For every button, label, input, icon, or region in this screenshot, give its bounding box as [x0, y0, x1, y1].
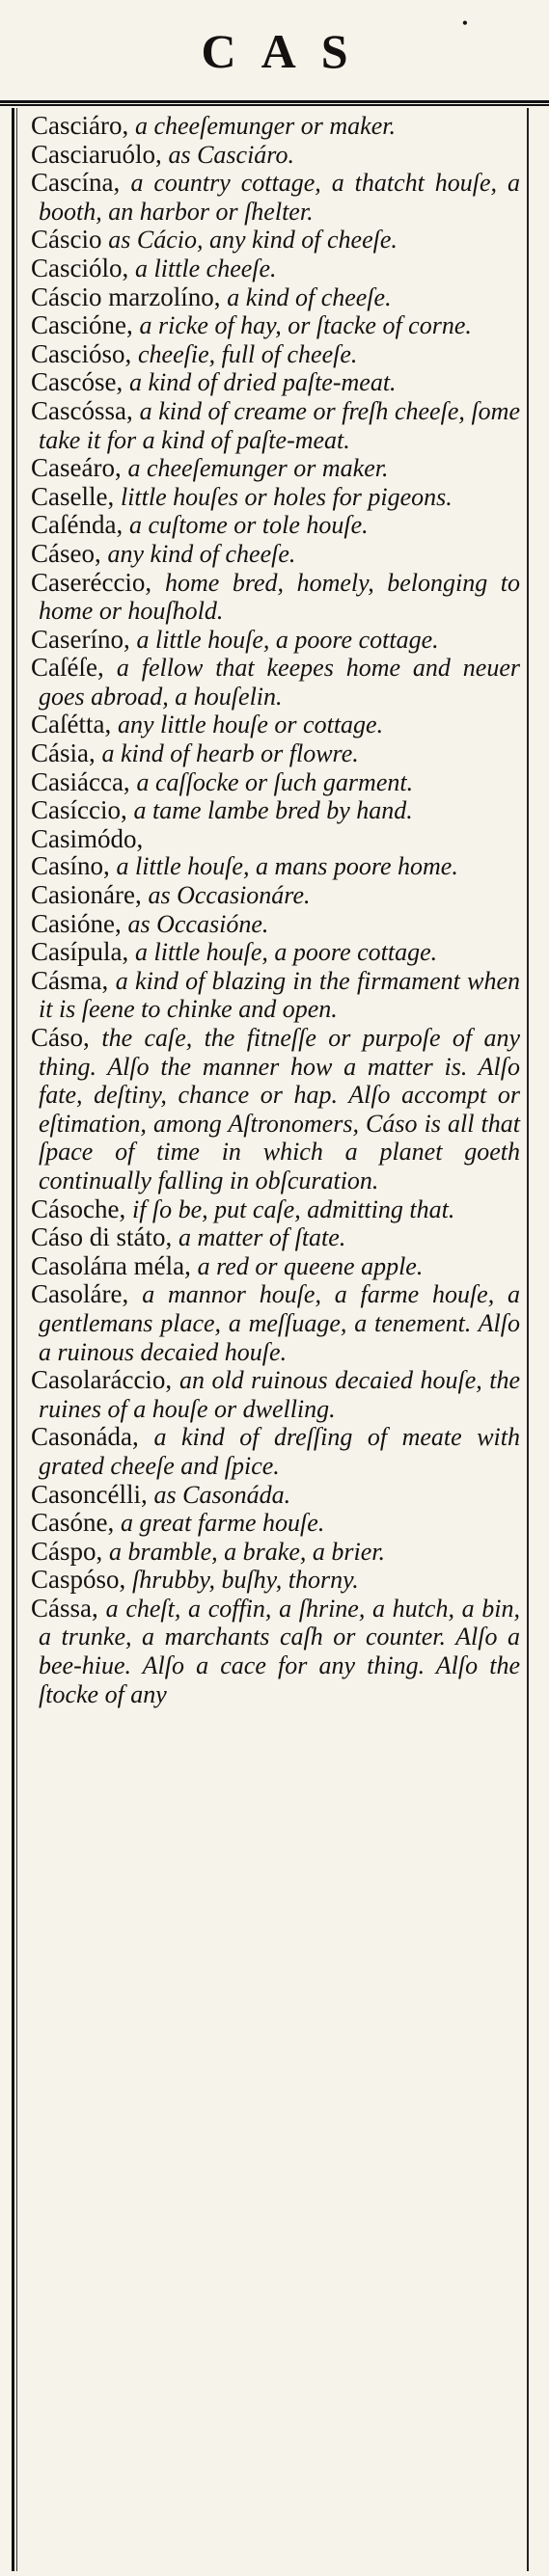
dictionary-entry: [0, 852, 549, 881]
entry-headword: Casolaráccio,: [31, 1365, 173, 1395]
entry-definition: a little houſe, a poore cottage.: [136, 625, 439, 654]
dictionary-entry: [0, 1223, 549, 1252]
dictionary-entry: [0, 739, 549, 768]
entry-headword: Casciólo,: [31, 253, 129, 282]
entry-definition: a cheeſemunger or maker.: [134, 112, 396, 140]
entry-headword: Cáspo,: [31, 1536, 103, 1566]
entry-headword: Caselle,: [31, 481, 115, 511]
dictionary-entry: [0, 1024, 549, 1195]
dictionary-entry: [0, 483, 549, 512]
entry-headword: Cásma,: [31, 965, 109, 995]
dictionary-entry: [0, 169, 549, 226]
entry-definition: any little houſe or cottage.: [117, 711, 384, 739]
dictionary-entry: [0, 711, 549, 739]
dictionary-entry: [0, 569, 549, 626]
entry-headword: Cascóse,: [31, 367, 124, 397]
entry-definition: a tame lambe bred by hand.: [133, 796, 413, 825]
entry-headword: Casóne,: [31, 1508, 115, 1538]
entry-headword: Cáso di státo,: [31, 1222, 173, 1252]
dictionary-entry: [0, 1481, 549, 1510]
entry-headword: Cascóssa,: [31, 395, 133, 425]
entry-definition: ſhrubby, buſhy, thorny.: [132, 1566, 359, 1595]
entry-definition: little houſes or holes for pigeons.: [120, 482, 453, 511]
entry-headword: Cáso,: [31, 1023, 90, 1052]
entry-definition: a mannor houſe, a farme houſe, a gentlemans place, a meſſuage, a tenement. Alſo a ruinous decaied houſe.: [39, 1280, 520, 1366]
entry-definition: a kind of dried paſte-meat.: [128, 368, 397, 397]
dictionary-entry: [0, 938, 549, 967]
entry-headword: Casoncélli,: [31, 1479, 148, 1509]
dictionary-entry: [0, 825, 549, 853]
dictionary-entry: [0, 1595, 549, 1708]
header-rule-thin: [0, 104, 549, 106]
entry-definition: a kind of blazing in the firmament when it is ſeene to chinke and open.: [39, 966, 520, 1024]
dictionary-entry: [0, 311, 549, 340]
page-header-title: CAS: [201, 24, 373, 78]
entry-headword: Casciósо,: [31, 338, 132, 368]
dictionary-entry: [0, 1423, 549, 1480]
entry-headword: Cáscio marzolíno,: [31, 282, 221, 311]
dictionary-entry: [0, 540, 549, 569]
entry-headword: Casonáda,: [31, 1422, 139, 1452]
entry-headword: Casciaruólo,: [31, 139, 162, 169]
dictionary-entry: [0, 1366, 549, 1423]
entry-definition: a little cheeſe.: [135, 254, 277, 282]
dictionary-entry: [0, 397, 549, 454]
entry-definition: a bramble, a brake, a brier.: [109, 1537, 385, 1566]
entry-definition: home bred, homely, belonging to home or houſhold.: [39, 568, 521, 626]
dictionary-entry: [0, 910, 549, 939]
entry-definition: as Occasionáre.: [148, 881, 311, 910]
dictionary-entry: [0, 283, 549, 312]
entry-definition: a cuſtome or tole houſe.: [128, 511, 369, 540]
dictionary-entry: [0, 626, 549, 655]
entry-definition: a kind of hearb or flowre.: [101, 739, 359, 768]
dictionary-entry: [0, 1509, 549, 1538]
entry-headword: Casíno,: [31, 851, 110, 881]
entry-headword: Casióne,: [31, 908, 122, 938]
entry-headword: Cásia,: [31, 738, 96, 768]
dictionary-entry: [0, 1252, 549, 1281]
header-dot: •: [461, 13, 468, 33]
entry-definition: a great farme houſe.: [120, 1509, 325, 1538]
dictionary-entry: [0, 967, 549, 1024]
entry-headword: Cáseo,: [31, 538, 101, 568]
dictionary-entry: [0, 226, 549, 255]
dictionary-entry: [0, 768, 549, 797]
entry-headword: Cássa,: [31, 1593, 98, 1623]
entry-definition: a little houſe, a mans poore home.: [116, 852, 458, 881]
dictionary-entry: [0, 1280, 549, 1366]
entry-definition: a kind of creame or freſh cheeſe, ſome take it for a kind of paſte-meat.: [39, 396, 520, 454]
dictionary-entry: [0, 255, 549, 283]
dictionary-entry: [0, 654, 549, 711]
dictionary-entry: [0, 1538, 549, 1567]
entry-definition: if ſo be, put caſe, admitting that.: [131, 1194, 455, 1223]
entry-definition: as Occasióne.: [127, 909, 269, 938]
dictionary-entry: [0, 368, 549, 397]
entry-definition: a red or queene apple.: [197, 1251, 424, 1280]
entry-definition: a kind of dreſſing of meate with grated cheeſe and ſpice.: [39, 1423, 520, 1480]
dictionary-entries: [0, 112, 549, 2570]
entry-headword: Casípula,: [31, 937, 129, 967]
entry-headword: Casimódo,: [31, 823, 144, 853]
entry-headword: Cáscio: [31, 225, 102, 255]
entry-definition: a matter of ſtate.: [178, 1223, 346, 1252]
dictionary-entry: [0, 511, 549, 540]
entry-headword: Casiácca,: [31, 766, 130, 796]
entry-headword: Casoláпа méla,: [31, 1250, 191, 1280]
dictionary-entry: [0, 1195, 549, 1224]
entry-definition: a ricke of hay, or ſtacke of corne.: [139, 311, 472, 340]
entry-definition: an old ruinous decaied houſe, the ruines of a houſe or dwelling.: [39, 1366, 520, 1423]
dictionary-entry: [0, 1566, 549, 1595]
entry-definition: a little houſe, a poore cottage.: [135, 938, 438, 967]
entry-headword: Caſéſe,: [31, 653, 104, 683]
dictionary-entry: [0, 112, 549, 141]
entry-headword: Caſétta,: [31, 710, 112, 739]
entry-headword: Caspóso,: [31, 1565, 126, 1595]
entry-definition: cheeſie, full of cheeſe.: [138, 339, 358, 368]
dictionary-entry: [0, 881, 549, 910]
entry-definition: as Casciáro.: [168, 140, 294, 169]
entry-definition: the caſe, the fitneſſe or purpoſe of any thing. Alſo the manner how a matter is. Alſo fate, deſtiny, chance or hap. Alſo accompt or eſtimation, among Aſtronomers, Cáso is all that ſpace of time in which a planet goeth continually falling in obſcuration.: [39, 1024, 521, 1194]
header-rule: [0, 100, 549, 103]
entry-headword: Casíccio,: [31, 795, 127, 825]
entry-definition: a cheeſemunger or maker.: [127, 454, 389, 483]
entry-definition: a fellow that keepes home and neuer goes abroad, a houſelin.: [39, 654, 520, 711]
entry-headword: Casoláre,: [31, 1279, 129, 1309]
entry-definition: a cheſt, a coffin, a ſhrine, a hutch, a bin, a trunke, a marchants caſh or counter. Alſo a bee-hiue. Alſo a cace for any thing. Alſo the ſtocke of any: [39, 1594, 520, 1708]
entry-definition: a kind of cheeſe.: [227, 282, 392, 311]
entry-headword: Cascína,: [31, 168, 121, 198]
entry-headword: Cascióne,: [31, 310, 133, 340]
entry-definition: a caſſocke or ſuch garment.: [136, 767, 414, 796]
dictionary-entry: [0, 340, 549, 369]
dictionary-entry: [0, 796, 549, 825]
entry-definition: as Casonáda.: [153, 1480, 291, 1509]
entry-headword: Caseáro,: [31, 453, 122, 483]
entry-headword: Caſénda,: [31, 510, 124, 540]
entry-headword: Cásoche,: [31, 1194, 126, 1223]
entry-headword: Caseréccio,: [31, 567, 152, 597]
entry-definition: as Cácio, any kind of cheeſe.: [108, 226, 398, 255]
dictionary-entry: [0, 141, 549, 170]
entry-definition: any kind of cheeſe.: [107, 539, 296, 568]
entry-headword: Casciáro,: [31, 111, 129, 140]
entry-headword: Caseríno,: [31, 624, 130, 654]
entry-headword: Casionáre,: [31, 880, 142, 910]
entry-definition: a country cottage, a thatcht houſe, a booth, an harbor or ſhelter.: [39, 169, 520, 226]
dictionary-entry: [0, 454, 549, 483]
